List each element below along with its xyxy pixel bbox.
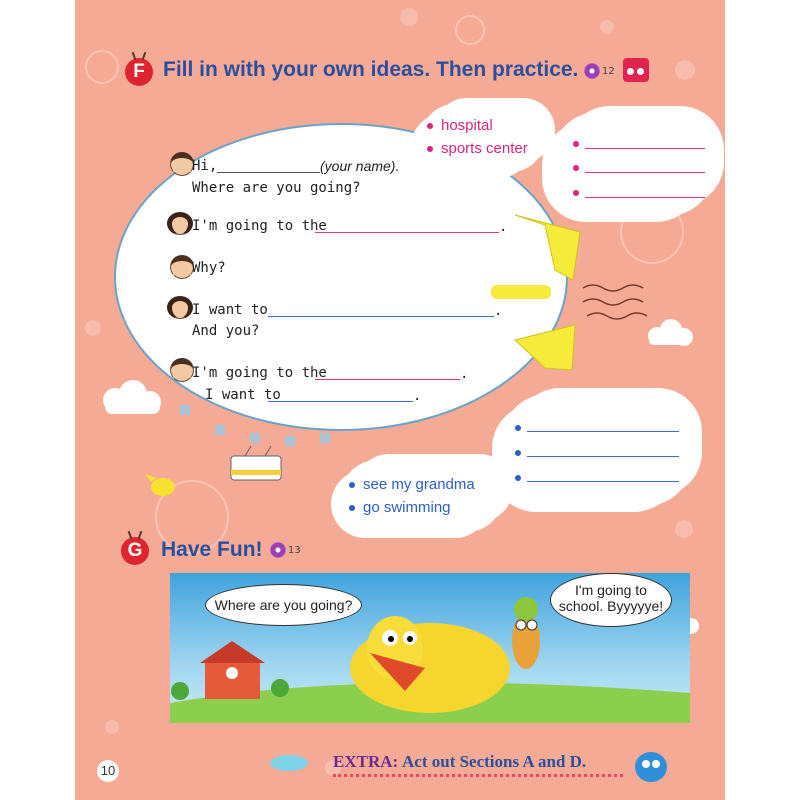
dialogue-and-you: And you? xyxy=(192,323,260,339)
dialogue-want-to: I want to xyxy=(192,302,268,318)
speech-bubble-right xyxy=(550,573,672,627)
dialogue-hi: Hi, xyxy=(192,158,218,174)
track-number: 13 xyxy=(288,545,301,556)
activity-choice-blank-2[interactable] xyxy=(527,456,679,457)
page-number: 10 xyxy=(97,760,119,782)
dotted-divider xyxy=(333,774,623,777)
place-choice-blank-3[interactable] xyxy=(585,197,705,198)
place-option xyxy=(427,117,493,134)
activity-option xyxy=(349,499,451,516)
place-choice-blank-1[interactable] xyxy=(585,148,705,149)
activity-blanks-cloud xyxy=(508,400,686,500)
section-g-title: Have Fun! xyxy=(161,538,263,561)
activity-blank-2[interactable] xyxy=(268,401,413,402)
speech-right-line1: I'm going to xyxy=(575,582,647,598)
boy-avatar xyxy=(170,358,194,382)
bullet xyxy=(515,450,521,456)
bullet xyxy=(515,425,521,431)
period: . xyxy=(499,219,508,235)
activity-see-grandma: see my grandma xyxy=(363,476,475,493)
bullet xyxy=(573,141,579,147)
place-choice-blank-2[interactable] xyxy=(585,172,705,173)
place-sports-center: sports center xyxy=(441,140,528,157)
activity-choice-blank-3[interactable] xyxy=(527,481,679,482)
activity-option xyxy=(349,476,475,493)
speech-right-line2: school. Byyyyye! xyxy=(558,598,664,614)
extra-label: EXTRA: xyxy=(333,752,399,771)
girl-avatar xyxy=(167,212,193,235)
girl-avatar xyxy=(167,296,193,319)
dialogue-want-to-2: I want to xyxy=(205,387,281,403)
boy-avatar xyxy=(170,255,194,279)
bullet xyxy=(515,475,521,481)
ufo-icon xyxy=(270,755,308,771)
section-f-badge: F xyxy=(125,58,153,86)
place-hospital: hospital xyxy=(441,117,493,134)
track-number: 12 xyxy=(602,66,615,77)
activity-choice-blank-1[interactable] xyxy=(527,431,679,432)
period: . xyxy=(413,388,422,404)
dialogue-going-to-2: I'm going to the xyxy=(192,365,327,381)
bullet xyxy=(573,165,579,171)
workbook-page xyxy=(75,0,725,800)
place-option xyxy=(427,140,528,157)
your-name-hint: (your name). xyxy=(320,158,400,174)
blue-creature-icon xyxy=(635,752,667,782)
period: . xyxy=(494,303,503,319)
boy-avatar xyxy=(170,152,194,176)
activity-blank-1[interactable] xyxy=(268,316,494,317)
section-g-badge: G xyxy=(121,537,149,565)
dialogue-why: Why? xyxy=(192,260,226,276)
comic-panel xyxy=(170,573,690,723)
place-blank-1[interactable] xyxy=(315,232,499,233)
section-f-title: Fill in with your own ideas. Then practice. xyxy=(163,58,579,81)
activities-cloud xyxy=(347,466,497,526)
place-blank-2[interactable] xyxy=(315,379,460,380)
speech-bubble-left: Where are you going? xyxy=(205,584,362,626)
bullet xyxy=(573,190,579,196)
audio-cd-icon[interactable] xyxy=(270,542,286,558)
period: . xyxy=(460,366,469,382)
extra-text: Act out Sections A and D. xyxy=(402,752,587,771)
activity-go-swimming: go swimming xyxy=(363,499,451,516)
dialogue-where: Where are you going? xyxy=(192,180,361,196)
dialogue-going-to: I'm going to the xyxy=(192,218,327,234)
name-blank[interactable] xyxy=(217,172,320,173)
